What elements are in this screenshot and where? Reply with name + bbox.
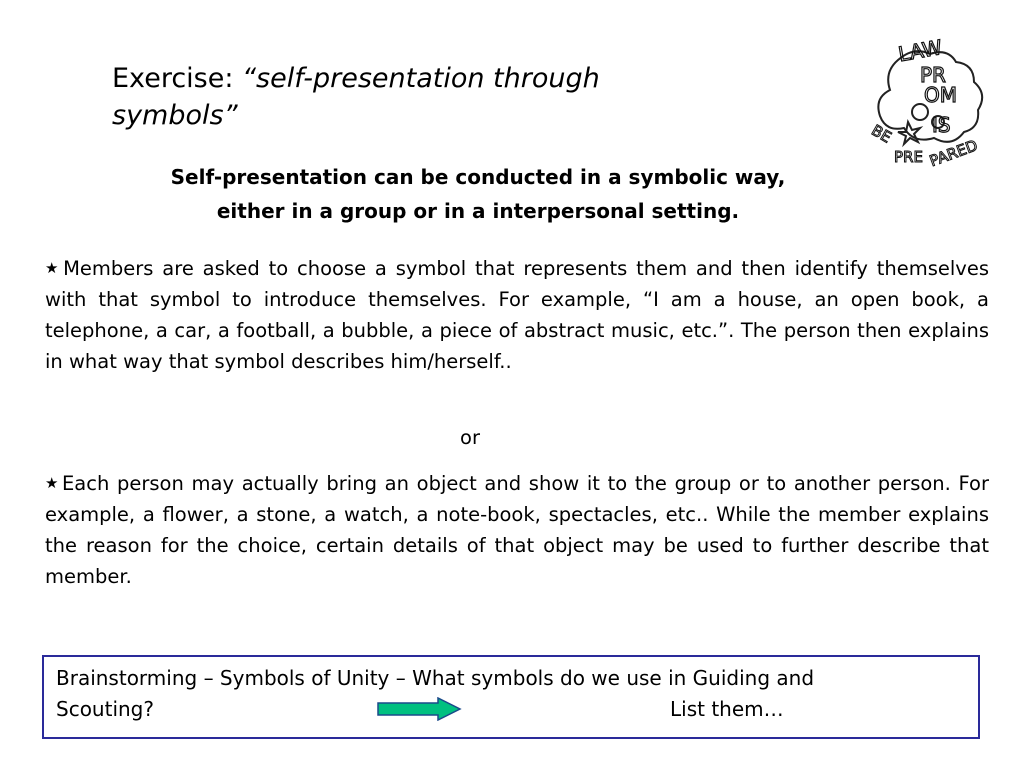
title-prefix: Exercise: [112,63,243,94]
paragraph-members-text: Members are asked to choose a symbol that represents them and then identify themselves with that symbol to introduce themselves. For example, “I am a house, an open book, a telephone, a car, a football, a bubble, a piece of abstract music, etc.”. The person then explains in what way that symbol describes him/herself.. [45,257,990,373]
svg-text:PR: PR [920,63,946,87]
svg-text:PARED: PARED [927,136,981,170]
subtitle-line-1: Self-presentation can be conducted in a symbolic way, [170,165,786,189]
right-arrow-icon [376,697,462,721]
star-icon: ★ [45,474,60,492]
title-quote: “self-presentation through symbols” [112,63,600,131]
svg-text:BE: BE [868,121,895,147]
brainstorming-box [42,655,980,739]
law-promise-logo [858,30,998,170]
paragraph-members [45,253,989,377]
subtitle [60,160,896,228]
slide-title [112,60,732,134]
box-line-2: Scouting? [56,697,154,721]
svg-text:PRE: PRE [894,148,923,166]
box-list-them: List them… [670,697,784,721]
star-icon: ★ [45,259,62,277]
svg-text:OM: OM [924,83,957,107]
svg-text:IS: IS [932,113,951,137]
svg-text:LAW: LAW [896,35,944,67]
paragraph-object-text: Each person may actually bring an object and show it to the group or to another person. For example, a flower, a stone, a watch, a note-book, spectacles, etc.. While the member explains the reason for the choice, certain details of that object may be used to further describe that member. [45,472,989,588]
or-separator: or [460,426,480,449]
subtitle-line-2: either in a group or in a interpersonal setting. [216,199,740,223]
box-line-1: Brainstorming – Symbols of Unity – What symbols do we use in Guiding and [56,666,815,690]
paragraph-object [45,468,989,592]
